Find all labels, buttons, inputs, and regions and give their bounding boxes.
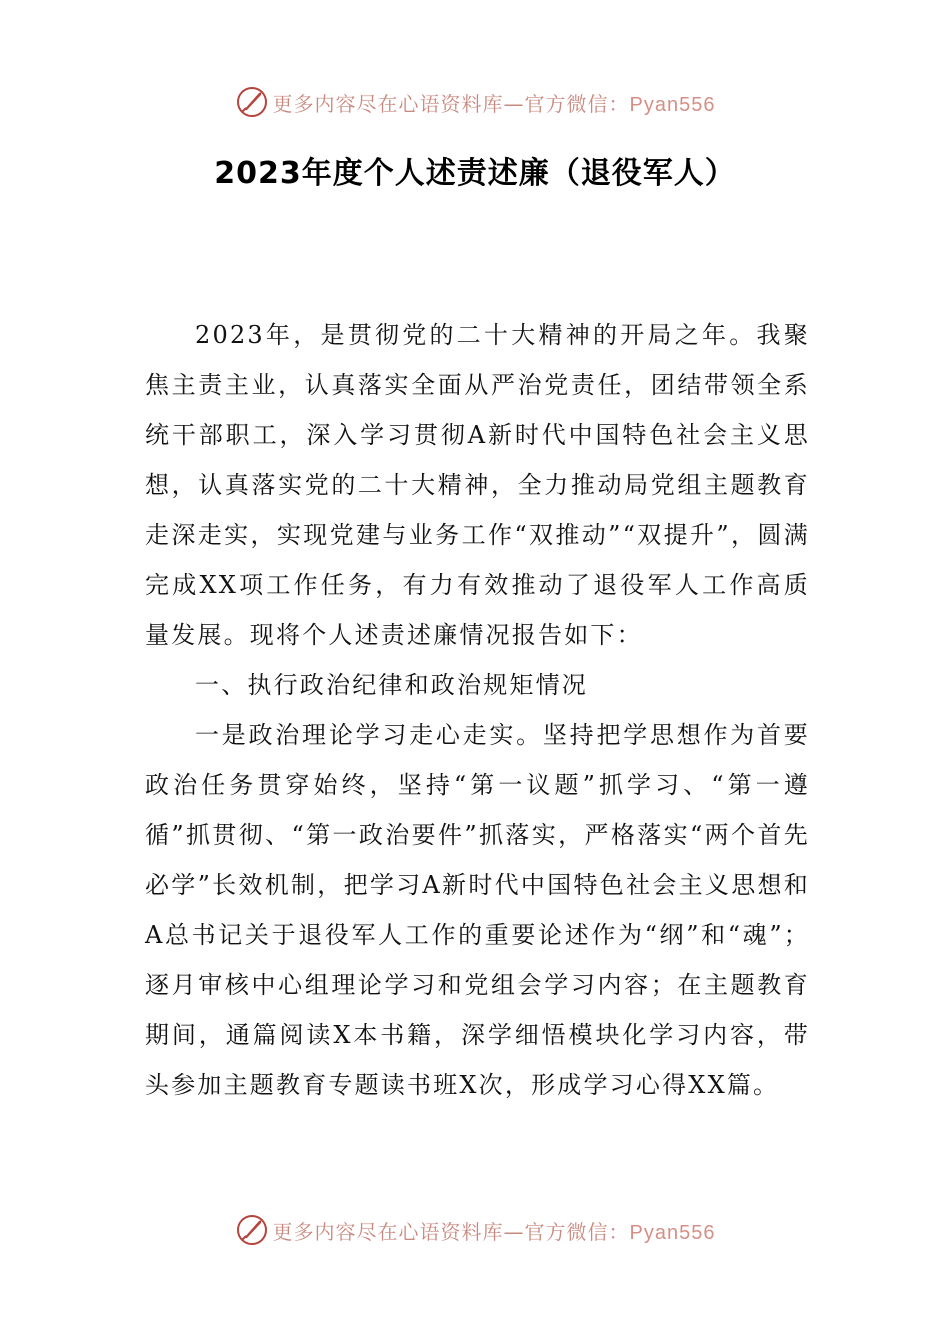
- footer-watermark: [0, 1210, 950, 1250]
- watermark-text: 更多内容尽在心语资料库—官方微信：Pyan556: [272, 91, 716, 116]
- quill-logo-icon: [235, 85, 269, 119]
- section-heading-1: 一、执行政治纪律和政治规矩情况: [195, 671, 588, 699]
- watermark-text: 更多内容尽在心语资料库—官方微信：Pyan556: [272, 1219, 716, 1244]
- header-watermark: [0, 82, 950, 122]
- wechat-id: Pyan556: [629, 93, 716, 116]
- quill-logo-icon: [235, 1213, 269, 1247]
- document-title: 2023年度个人述责述廉（退役军人）: [214, 156, 736, 191]
- paragraph-theory-study: 一是政治理论学习走心走实。坚持把学思想作为首要政治任务贯穿始终，坚持“第一议题”抓学习、“第一遵循”抓贯彻、“第一政治要件”抓落实，严格落实“两个首先必学”长效机制，把学习A新时代中国特色社会主义思想和A总书记关于退役军人工作的重要论述作为“纲”和“魂”；逐月审核中心组理论学习和党组会学习内容；在主题教育期间，通篇阅读X本书籍，深学细悟模块化学习内容，带头参加主题教育专题读书班X次，形成学习心得XX篇。: [145, 721, 810, 1099]
- paragraph-intro: 2023年，是贯彻党的二十大精神的开局之年。我聚焦主责主业，认真落实全面从严治党责任，团结带领全系统干部职工，深入学习贯彻A新时代中国特色社会主义思想，认真落实党的二十大精神，全力推动局党组主题教育走深走实，实现党建与业务工作“双推动”“双提升”，圆满完成XX项工作任务，有力有效推动了退役军人工作高质量发展。现将个人述责述廉情况报告如下：: [145, 321, 810, 649]
- document-body: [145, 310, 810, 1110]
- wechat-id: Pyan556: [629, 1221, 716, 1244]
